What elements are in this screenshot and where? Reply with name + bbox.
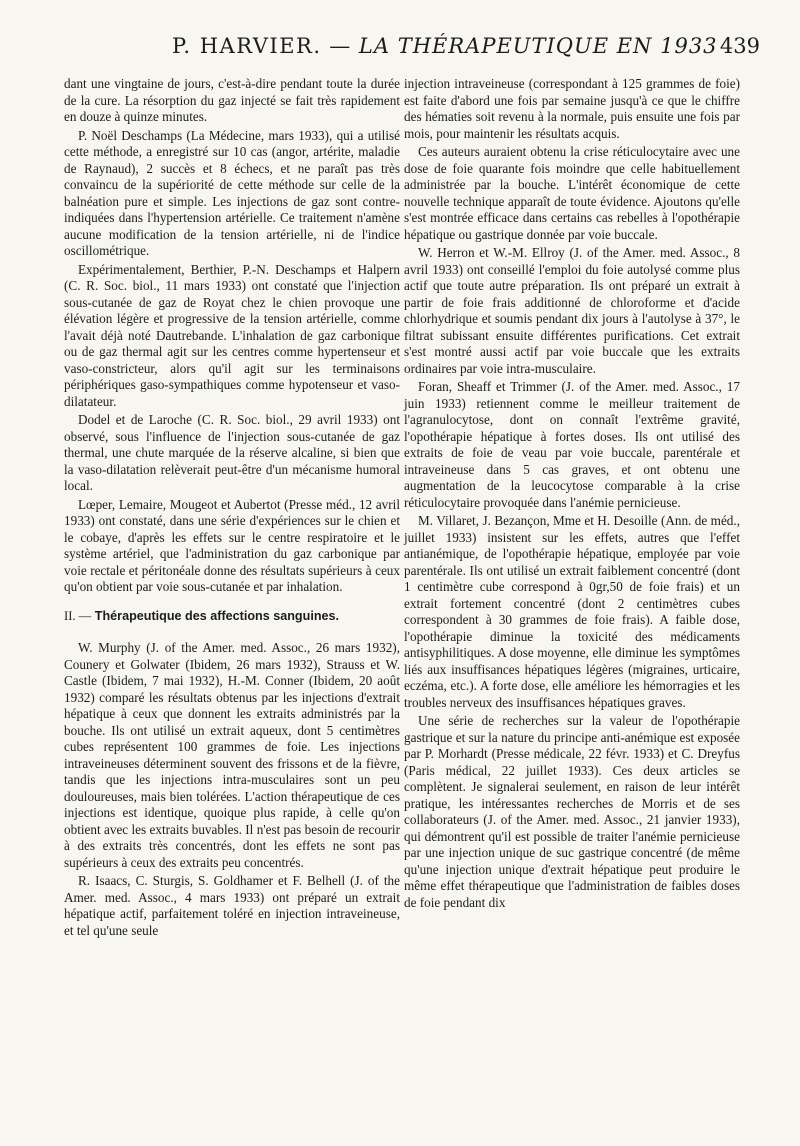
header-title: LA THÉRAPEUTIQUE EN 1933 [358,34,718,58]
paragraph: Dodel et de Laroche (C. R. Soc. biol., 29 avril 1933) ont observé, sous l'influence de l'injection sous-cutanée de gaz thermal, une chute marquée de la réserve alcaline, si bien que la vaso-dilatation relèverait peut-être d'un mécanisme humoral local. [64,412,400,493]
right-column [404,76,740,913]
paragraph: Expérimentalement, Berthier, P.-N. Deschamps et Halpern (C. R. Soc. biol., 11 mars 1933) ont constaté que l'injection sous-cutanée de gaz de Royat chez le chien provoque une élévation légère et progressive de la tension artérielle, comme l'avait déjà noté Dautrebande. L'inhalation de gaz carbonique ou de gaz thermal agit sur les centres comme hypertenseur et vaso-constricteur, alors qu'il agit sur les terminaisons périphériques gaso-sympathiques comme hypotenseur et vaso-dilatateur. [64,261,400,409]
paragraph: Une série de recherches sur la valeur de l'opothérapie gastrique et sur la nature du principe anti-anémique est exposée par P. Morhardt (Presse médicale, 22 févr. 1933) et C. Dreyfus (Paris médical, 22 juillet 1933). Ces deux articles se complètent. Je signalerai seulement, en raison de leur intérêt pratique, les intéressantes recherches de Morris et de ses collaborateurs (J. of the Amer. med. Assoc., 21 janvier 1933), qui démontrent qu'il est possible de traiter l'anémie pernicieuse par une injection unique de suc gastrique concentré (de même qu'une injection unique d'extrait hépatique peut produire le même effet thérapeutique que l'administration de faibles doses de foie pendant dix [404,713,740,910]
section-heading [64,608,400,625]
running-header [56,34,760,64]
paragraph: Ces auteurs auraient obtenu la crise réticulocytaire avec une dose de foie quarante fois moindre que celle habituellement administrée par la bouche. L'intérêt économique de cette nouvelle technique apparaît de toute évidence. Ajoutons qu'elle s'est montrée efficace dans certains cas rebelles à l'opothérapie hépatique ou gastrique donnée par voie buccale. [404,144,740,242]
paragraph: dant une vingtaine de jours, c'est-à-dire pendant toute la durée de la cure. La résorption du gaz injecté se fait très rapidement en douze à quinze minutes. [64,76,400,124]
paragraph: W. Herron et W.-M. Ellroy (J. of the Amer. med. Assoc., 8 avril 1933) ont conseillé l'emploi du foie autolysé comme plus actif que toute autre préparation. Ils ont préparé un extrait à partir de foie frais additionné de chloroforme et d'acide chlorhydrique et soumis pendant dix jours à l'autolyse à 37°, le filtrat subissant ensuite différentes purifications. Cet extrait s'est montré aussi actif par voie buccale que les extraits ordinaires par voie intra-musculaire. [404,245,740,376]
paragraph: Lœper, Lemaire, Mougeot et Aubertot (Presse méd., 12 avril 1933) ont constaté, dans une série d'expériences sur le chien et le cobaye, d'après les effets sur le centre respiratoire et le système artériel, que l'administration du gaz carbonique par voie rectale et péritonéale donne des résultats supérieurs à ceux qu'on obtient par voie sous-cutanée et par inhalation. [64,496,400,594]
paragraph: W. Murphy (J. of the Amer. med. Assoc., 26 mars 1932), Counery et Golwater (Ibidem, 26 mars 1932), Strauss et W. Castle (Ibidem, 7 mai 1932), H.-M. Conner (Ibidem, 20 août 1932) comparé les résultats obtenus par les injections d'extrait hépatique à ceux que donnent les extraits administrés par la bouche. Ils ont utilisé un extrait aqueux, dont 5 centimètres cubes représentent 100 grammes de foie. Les injections intraveineuses déterminent souvent des frissons et de la fièvre, tandis que les injections intra-musculaires sont un peu douloureuses, mais bien tolérées. L'action thérapeutique de ces injections est identique, quoique plus rapide, à celle qu'on obtient avec les extraits buvables. Il n'est pas besoin de recourir à des extraits très concentrés, dont les effets ne sont pas supérieurs à ceux des extraits peu concentrés. [64,640,400,870]
page-number: 439 [719,34,760,58]
section-number: II. — [64,608,92,623]
left-column [64,76,400,941]
paragraph: injection intraveineuse (correspondant à 125 grammes de foie) est faite d'abord une fois par semaine jusqu'à ce que le chiffre des hématies soit revenu à la normale, puis ensuite une fois par mois, pour maintenir les résultats acquis. [404,76,740,141]
section-title: Thérapeutique des affections sanguines. [94,608,340,623]
running-title [172,34,718,58]
paragraph: R. Isaacs, C. Sturgis, S. Goldhamer et F. Belhell (J. of the Amer. med. Assoc., 4 mars 1933) ont préparé un extrait hépatique actif, parfaitement toléré en injection intraveineuse, et tel qu'une seule [64,873,400,938]
paragraph: P. Noël Deschamps (La Médecine, mars 1933), qui a utilisé cette méthode, a enregistré sur 10 cas (angor, artérite, maladie de Raynaud), 2 succès et 8 échecs, et ne paraît pas très convaincu de la supériorité de cette méthode sur celle de la balnéation pure et simple. Les injections de gaz sont contre-indiquées dans l'hypertension artérielle. Ce traitement n'amène aucune modification de la tension artérielle, ni de l'indice oscillométrique. [64,127,400,258]
paragraph: Foran, Sheaff et Trimmer (J. of the Amer. med. Assoc., 17 juin 1933) retiennent comme le meilleur traitement de l'agranulocytose, dont on connaît l'extrême gravité, l'opothérapie hépatique à fortes doses. Ils ont utilisé des extraits de foie de veau par voie buccale, parentérale et intraveineuse dans 5 cas graves, et ont obtenu une augmentation de la leucocytose comparable à la crise réticulocytaire provoquée dans l'anémie pernicieuse. [404,379,740,510]
header-dash: — [329,34,352,58]
paragraph: M. Villaret, J. Bezançon, Mme et H. Desoille (Ann. de méd., juillet 1933) insistent sur les effets, autres que l'effet antianémique, de l'opothérapie hépatique, employée par voie parentérale. Ils ont utilisé un extrait faiblement concentré (dont 1 centimètre cube correspond à 0gr,50 de foie frais) et un extrait fortement concentré (dont 2 centimètres cubes correspondent à 30 grammes de foie frais). A faible dose, l'opothérapie diminue la toxicité des médicaments antisyphilitiques. A dose moyenne, elle diminue les symptômes liés aux insuffisances hépatiques légères (migraines, urticaire, eczéma, etc.). A forte dose, elle améliore les hémorragies et les troubles nerveux des insuffisances hépatiques graves. [404,513,740,710]
header-author: P. HARVIER. [172,34,322,58]
